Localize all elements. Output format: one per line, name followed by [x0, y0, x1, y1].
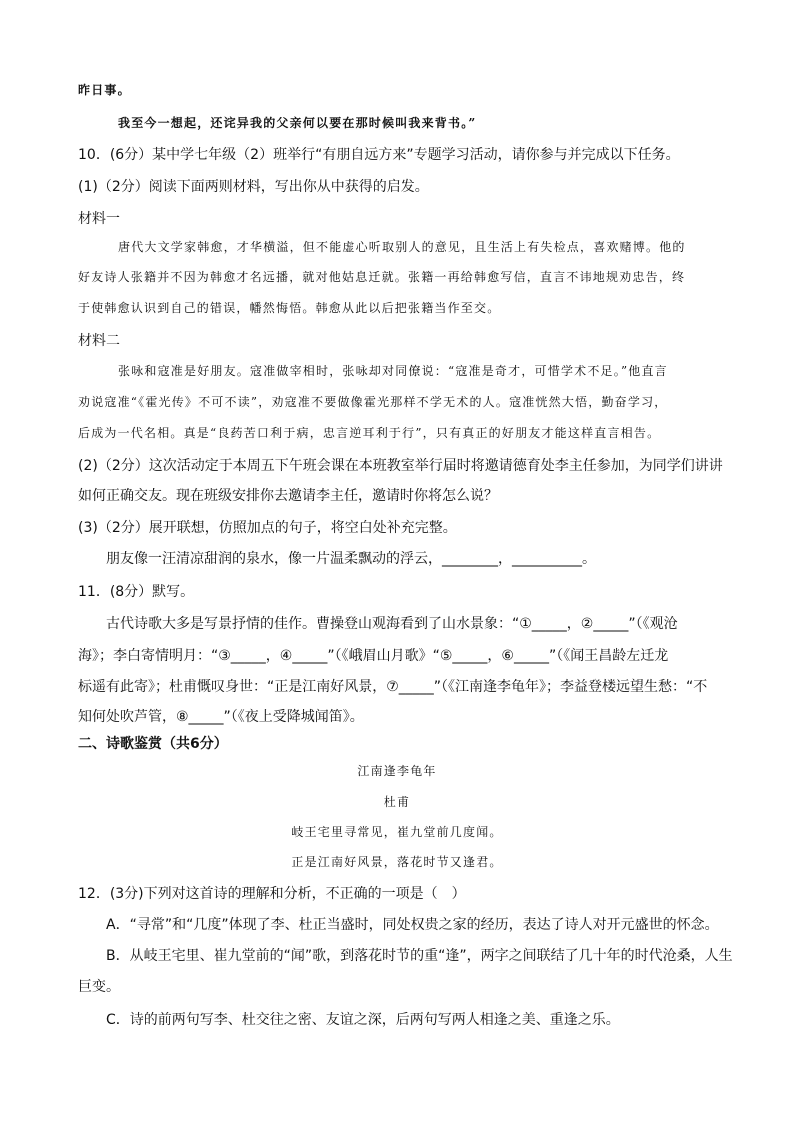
section-2-title: 二、诗歌鉴赏（共6分） [78, 736, 228, 752]
material-1-line-2: 好友诗人张籍并不因为韩愈才名远播，就对他姑息迁就。张籍一再给韩愈写信，直言不讳地规劝忠告，终 [78, 270, 686, 284]
material-2-line-3: 后成为一代名相。真是“良药苦口利于病，忠言逆耳利于行”，只有真正的好朋友才能这样直言相告。 [78, 426, 661, 440]
question-11-line-4: 知何处吹芦管，⑧_____”（《夜上受降城闻笛》。 [78, 709, 364, 725]
material-1-line-3: 于使韩愈认识到自己的错误，幡然悔悟。韩愈从此以后把张籍当作至交。 [78, 301, 501, 315]
question-10-sub-3-sentence: 朋友像一汪清凉甜润的泉水，像一片温柔飘动的浮云，________，__________。 [106, 551, 596, 567]
question-11-line-1: 古代诗歌大多是写景抒情的佳作。曹操登山观海看到了山水景象：“①_____，②_____”（《观沧 [106, 616, 678, 632]
option-c: C．诗的前两句写李、杜交往之密、友谊之深，后两句写两人相逢之美、重逢之乐。 [106, 1012, 620, 1028]
poem-author: 杜甫 [383, 795, 411, 809]
question-12-title: 12．(3分)下列对这首诗的理解和分析，不正确的一项是（ ） [78, 886, 466, 902]
question-10-title: 10．(6分）某中学七年级（2）班举行“有朋自远方来”专题学习活动，请你参与并完成以下任务。 [78, 147, 680, 163]
material-1-line-1: 唐代大文学家韩愈，才华横溢，但不能虚心听取别人的意见，且生活上有失检点，喜欢赌博。他的 [118, 240, 686, 254]
material-2-line-2: 劝说寇准“《霍光传》不可不读”，劝寇准不要做像霍光那样不学无术的人。寇准恍然大悟，勤奋学习， [78, 395, 668, 409]
question-11-line-2: 海》；李白寄情明月：“③_____，④_____”（《峨眉山月歌》“⑤_____，⑥_____”（《闻王昌龄左迁龙 [78, 648, 669, 664]
intro-line-1: 昨日事。 [78, 83, 131, 97]
poem-line-2: 正是江南好风景，落花时节又逢君。 [291, 855, 503, 869]
question-10-sub-2-line-2: 如何正确交友。现在班级安排你去邀请李主任，邀请时你将怎么说？ [78, 488, 498, 504]
question-10-sub-1: (1)（2分）阅读下面两则材料，写出你从中获得的启发。 [78, 179, 429, 195]
poem-title: 江南逢李龟年 [357, 764, 437, 778]
question-10-sub-2-line-1: (2)（2分）这次活动定于本周五下午班会课在本班教室举行届时将邀请德育处李主任参加，为同学们讲讲 [78, 458, 723, 474]
material-2-label: 材料二 [78, 333, 120, 349]
question-11-title: 11．(8分）默写。 [78, 584, 195, 600]
intro-line-2: 我至今一想起，还诧异我的父亲何以要在那时候叫我来背书。” [118, 116, 477, 130]
option-b-line-1: B．从岐王宅里、崔九堂前的“闻”歌，到落花时节的重“逢”，两字之间联结了几十年的时代沧桑，人生 [106, 948, 733, 964]
material-1-label: 材料一 [78, 211, 120, 227]
question-10-sub-3: (3)（2分）展开联想，仿照加点的句子，将空白处补充完整。 [78, 520, 457, 536]
material-2-line-1: 张咏和寇准是好朋友。寇准做宰相时，张咏却对同僚说：“寇准是奇才，可惜学术不足。”他直言 [118, 364, 668, 378]
poem-line-1: 岐王宅里寻常见，崔九堂前几度闻。 [291, 825, 503, 839]
option-b-line-2: 巨变。 [78, 979, 120, 995]
question-11-line-3: 标遥有此寄》；杜甫慨叹身世：“正是江南好风景，⑦_____”（《江南逢李龟年》；李益登楼远望生愁：“不 [78, 679, 708, 695]
option-a: A．“寻常”和“几度”体现了李、杜正当盛时，同处权贵之家的经历，表达了诗人对开元盛世的怀念。 [106, 917, 719, 933]
